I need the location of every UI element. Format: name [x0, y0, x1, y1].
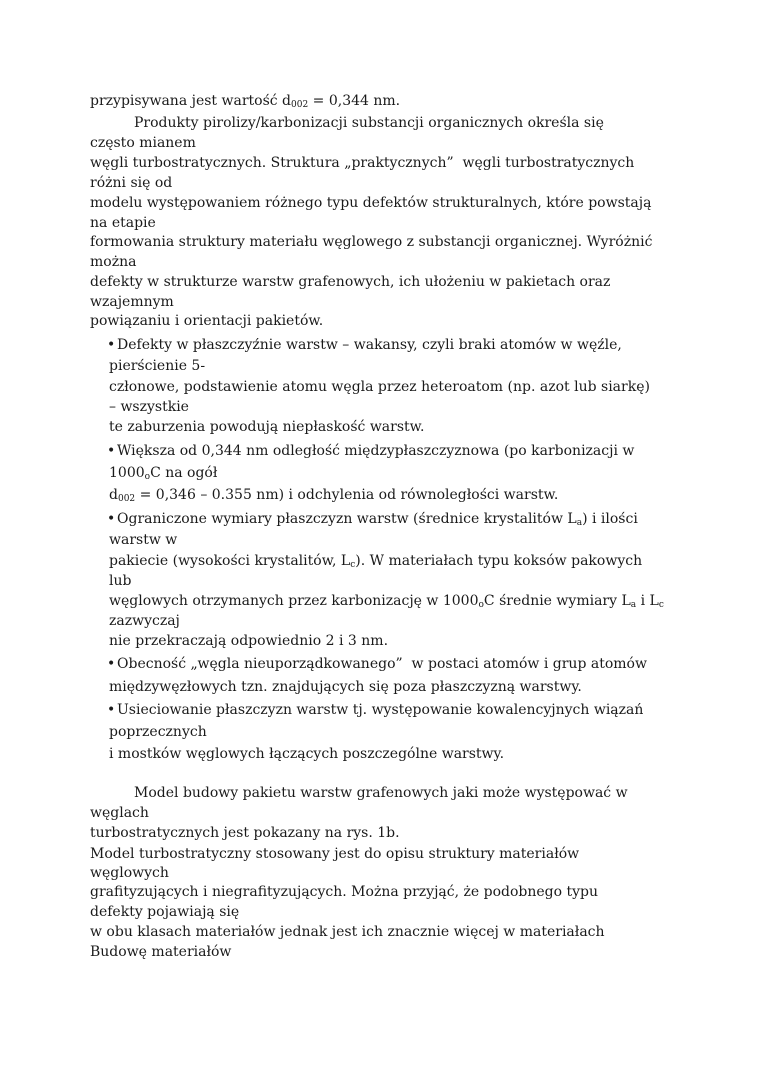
- bullet3-text: Ograniczone wymiary płaszczyzn warstw (średnice krystalitów L: [117, 511, 577, 527]
- bullet-marker: •: [107, 656, 116, 672]
- para2-line: węglowych: [90, 865, 169, 881]
- para2-line: Model budowy pakietu warstw grafenowych jaki może występować w: [134, 785, 628, 801]
- bullet1-line: członowe, podstawienie atomu węgla przez heteroatom (np. azot lub siarkę): [109, 379, 650, 395]
- d002-subscript: 002: [291, 100, 309, 110]
- bullet2-line: [109, 484, 558, 506]
- bullet3-text: węglowych otrzymanych przez karbonizację w 1000: [109, 593, 479, 609]
- bullet1-line: – wszystkie: [109, 399, 189, 415]
- intro-line: [90, 90, 400, 112]
- bullet2-line: Większa od 0,344 nm odległość międzypłaszczyznowa (po karbonizacji w: [117, 443, 635, 459]
- degree-subscript: o: [478, 600, 484, 610]
- para2-line: w obu klasach materiałów jednak jest ich znacznie więcej w materiałach: [90, 924, 605, 940]
- para1-line: wzajemnym: [90, 294, 174, 310]
- intro-text: przypisywana jest wartość d: [90, 93, 292, 109]
- bullet3-text: C średnie wymiary L: [483, 593, 631, 609]
- intro-value: = 0,344 nm.: [308, 93, 401, 109]
- bullet3-line: [109, 590, 664, 612]
- bullet5-line: Usieciowanie płaszczyzn warstw tj. występowanie kowalencyjnych wiązań: [117, 702, 644, 718]
- bullet2-text: C na ogół: [150, 465, 218, 481]
- bullet4-line: międzywęzłowych tzn. znajdujących się poza płaszczyzną warstwy.: [109, 679, 582, 695]
- para2-line: turbostratycznych jest pokazany na rys. 1b.: [90, 825, 400, 841]
- bullet2-text: = 0,346 – 0.355 nm) i odchylenia od równoległości warstw.: [135, 487, 559, 503]
- para2-line: Model turbostratyczny stosowany jest do opisu struktury materiałów: [90, 846, 580, 862]
- para2-line: defekty pojawiają się: [90, 904, 240, 920]
- bullet4-line: Obecność „węgla nieuporządkowanego” w postaci atomów i grup atomów: [117, 656, 647, 672]
- bullet-marker: •: [107, 511, 116, 527]
- bullet1-line: te zaburzenia powodują niepłaskość warstw.: [109, 419, 425, 435]
- bullet2-line: [109, 462, 217, 484]
- la-subscript: a: [630, 600, 637, 610]
- la-subscript: a: [576, 518, 583, 528]
- para1-line: można: [90, 254, 137, 270]
- bullet-marker: •: [107, 702, 116, 718]
- bullet3-text: i L: [636, 593, 659, 609]
- para2-line: Budowę materiałów: [90, 944, 232, 960]
- para1-line: na etapie: [90, 215, 156, 231]
- temperature-value: 1000: [109, 465, 145, 481]
- lc-subscript: c: [658, 600, 664, 610]
- bullet3-line: [117, 508, 638, 530]
- bullet3-text: ) i ilości: [582, 511, 638, 527]
- para1-line: węgli turbostratycznych. Struktura „praktycznych” węgli turbostratycznych: [90, 155, 635, 171]
- para1-line: formowania struktury materiału węglowego z substancji organicznej. Wyróżnić: [90, 234, 653, 250]
- para1-line: powiązaniu i orientacji pakietów.: [90, 313, 324, 329]
- bullet3-line: [109, 550, 642, 572]
- bullet3-text: ). W materiałach typu koksów pakowych: [355, 553, 643, 569]
- bullet5-line: i mostków węglowych łączących poszczególne warstwy.: [109, 746, 505, 762]
- bullet5-line: poprzecznych: [109, 724, 207, 740]
- lc-subscript: c: [350, 560, 356, 570]
- para2-line: grafityzujących i niegrafityzujących. Można przyjąć, że podobnego typu: [90, 884, 599, 900]
- para1-line: modelu występowaniem różnego typu defektów strukturalnych, które powstają: [90, 195, 652, 211]
- para1-line: Produkty pirolizy/karbonizacji substancji organicznych określa się: [134, 115, 604, 131]
- bullet-marker: •: [107, 337, 116, 353]
- bullet1-line: pierścienie 5-: [109, 358, 206, 374]
- para1-line: często mianem: [90, 135, 196, 151]
- degree-subscript: o: [144, 472, 151, 482]
- bullet-marker: •: [107, 443, 116, 459]
- d002-subscript: 002: [117, 494, 136, 504]
- para2-line: węglach: [90, 805, 149, 821]
- bullet1-line: Defekty w płaszczyźnie warstw – wakansy, czyli braki atomów w węźle,: [117, 337, 622, 353]
- para1-line: defekty w strukturze warstw grafenowych, ich ułożeniu w pakietach oraz: [90, 274, 611, 290]
- bullet3-line: zazwyczaj: [109, 613, 180, 629]
- bullet3-line: warstw w: [109, 532, 178, 548]
- bullet3-line: nie przekraczają odpowiednio 2 i 3 nm.: [109, 633, 389, 649]
- bullet3-line: lub: [109, 573, 132, 589]
- para1-line: różni się od: [90, 175, 173, 191]
- bullet3-text: pakiecie (wysokości krystalitów, L: [109, 553, 351, 569]
- bullet2-text: d: [109, 487, 118, 503]
